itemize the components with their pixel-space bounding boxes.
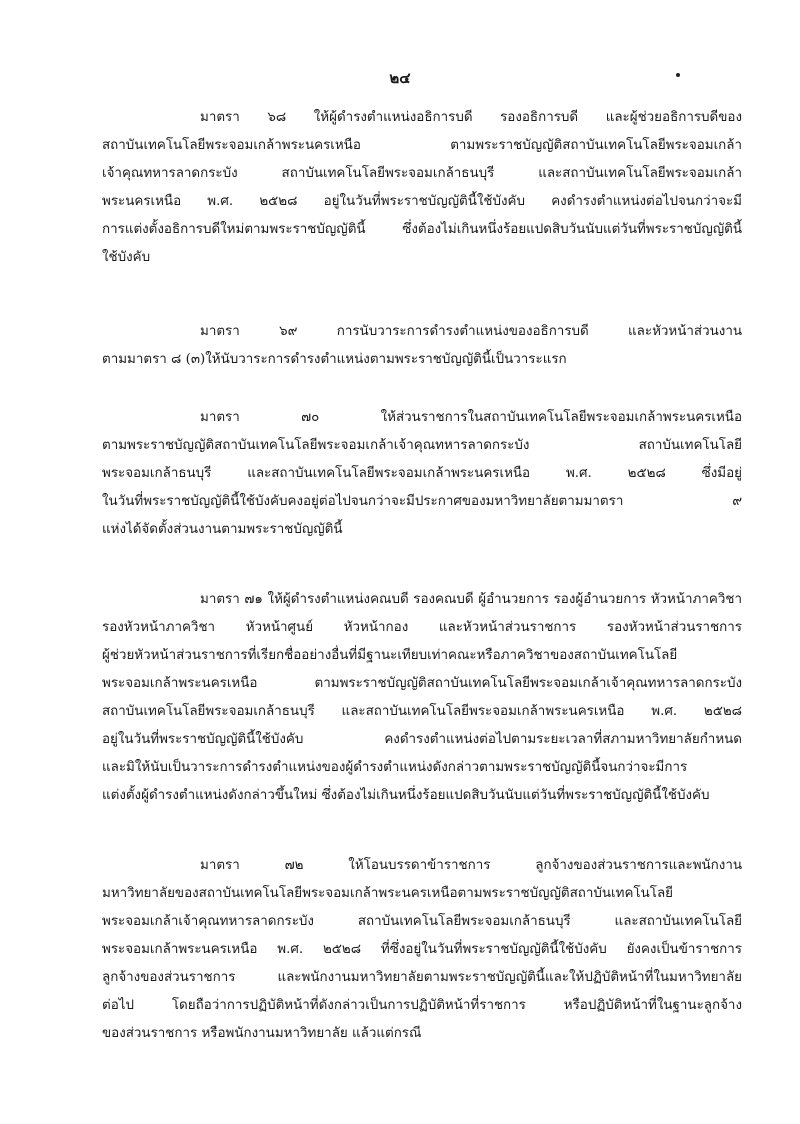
text-line: พระจอมเกล้าธนบุรี และสถาบันเทคโนโลยีพระจอมเกล้าพระนครเหนือ พ.ศ. ๒๕๒๘ ซึ่งมีอยู่ [102,466,742,481]
text-line: แต่งตั้งผู้ดำรงตำแหน่งดังกล่าวขึ้นใหม่ ซึ่งต้องไม่เกินหนึ่งร้อยแปดสิบวันนับแต่วันที่พระราชบัญญัตินี้ใช้บังคับ [102,788,710,803]
text-line: สถาบันเทคโนโลยีพระจอมเกล้าธนบุรี และสถาบันเทคโนโลยีพระจอมเกล้าพระนครเหนือ พ.ศ. ๒๕๒๘ [102,704,742,719]
text-line: มาตรา ๖๘ ให้ผู้ดำรงตำแหน่งอธิการบดี รองอธิการบดี และผู้ช่วยอธิการบดีของ [200,110,742,125]
section-68 [102,104,742,272]
text-line: ใช้บังคับ [102,250,151,265]
text-line: การแต่งตั้งอธิการบดีใหม่ตามพระราชบัญญัตินี้ ซึ่งต้องไม่เกินหนึ่งร้อยแปดสิบวันนับแต่วันที่พระราชบัญญัตินี้ [102,222,742,237]
text-line: ต่อไป โดยถือว่าการปฏิบัติหน้าที่ดังกล่าวเป็นการปฏิบัติหน้าที่ราชการ หรือปฏิบัติหน้าที่ในฐานะลูกจ้าง [102,998,742,1013]
text-line: ตามมาตรา ๘ (๓)ให้นับวาระการดำรงตำแหน่งตามพระราชบัญญัตินี้เป็นวาระแรก [102,352,567,367]
section-70 [102,404,742,544]
text-line: มาตรา ๖๙ การนับวาระการดำรงตำแหน่งของอธิการบดี และหัวหน้าส่วนงาน [200,324,742,339]
text-line: ลูกจ้างของส่วนราชการ และพนักงานมหาวิทยาลัยตามพระราชบัญญัตินี้และให้ปฏิบัติหน้าที่ในมหาวิทยาลัย [102,970,742,985]
page-mark [676,73,680,77]
text-line: ตามพระราชบัญญัติสถาบันเทคโนโลยีพระจอมเกล้าเจ้าคุณทหารลาดกระบัง สถาบันเทคโนโลยี [102,438,742,453]
section-72 [102,852,742,1048]
text-line: อยู่ในวันที่พระราชบัญญัตินี้ใช้บังคับ คงดำรงตำแหน่งต่อไปตามระยะเวลาที่สภามหาวิทยาลัยกำหนด [102,732,742,747]
section-71 [102,586,742,810]
text-line: พระจอมเกล้าพระนครเหนือ ตามพระราชบัญญัติสถาบันเทคโนโลยีพระจอมเกล้าเจ้าคุณทหารลาดกระบัง [102,676,742,691]
text-line: รองหัวหน้าภาควิชา หัวหน้าศูนย์ หัวหน้ากอง และหัวหน้าส่วนราชการ รองหัวหน้าส่วนราชการ [102,620,742,635]
page-number: ๒๔ [389,69,411,87]
text-line: แห่งได้จัดตั้งส่วนงานตามพระราชบัญญัตินี้ [102,522,343,537]
text-line: มาตรา ๗๑ ให้ผู้ดำรงตำแหน่งคณบดี รองคณบดี ผู้อำนวยการ รองผู้อำนวยการ หัวหน้าภาควิชา [200,592,742,607]
text-line: มาตรา ๗๐ ให้ส่วนราชการในสถาบันเทคโนโลยีพระจอมเกล้าพระนครเหนือ [200,410,742,425]
text-line: พระนครเหนือ พ.ศ. ๒๕๒๘ อยู่ในวันที่พระราชบัญญัตินี้ใช้บังคับ คงดำรงตำแหน่งต่อไปจนกว่าจะมี [102,194,742,209]
text-line: มหาวิทยาลัยของสถาบันเทคโนโลยีพระจอมเกล้าพระนครเหนือตามพระราชบัญญัติสถาบันเทคโนโลยี [102,886,673,901]
text-line: ของส่วนราชการ หรือพนักงานมหาวิทยาลัย แล้วแต่กรณี [102,1026,422,1041]
text-line: พระจอมเกล้าพระนครเหนือ พ.ศ. ๒๕๒๘ ที่ซึ่งอยู่ในวันที่พระราชบัญญัตินี้ใช้บังคับ ยังคงเป็นข้าราชการ [102,942,742,957]
text-line: มาตรา ๗๒ ให้โอนบรรดาข้าราชการ ลูกจ้างของส่วนราชการและพนักงาน [200,858,742,873]
text-line: ในวันที่พระราชบัญญัตินี้ใช้บังคับคงอยู่ต่อไปจนกว่าจะมีประกาศของมหาวิทยาลัยตามมาตรา ๙ [102,494,742,509]
section-69 [102,318,742,374]
text-line: และมิให้นับเป็นวาระการดำรงตำแหน่งของผู้ดำรงตำแหน่งดังกล่าวตามพระราชบัญญัตินี้จนกว่าจะมีการ [102,760,688,775]
text-line: พระจอมเกล้าเจ้าคุณทหารลาดกระบัง สถาบันเทคโนโลยีพระจอมเกล้าธนบุรี และสถาบันเทคโนโลยี [102,914,742,929]
text-line: เจ้าคุณทหารลาดกระบัง สถาบันเทคโนโลยีพระจอมเกล้าธนบุรี และสถาบันเทคโนโลยีพระจอมเกล้า [102,166,742,181]
text-line: สถาบันเทคโนโลยีพระจอมเกล้าพระนครเหนือ ตามพระราชบัญญัติสถาบันเทคโนโลยีพระจอมเกล้า [102,138,742,153]
text-line: ผู้ช่วยหัวหน้าส่วนราชการที่เรียกชื่ออย่างอื่นที่มีฐานะเทียบเท่าคณะหรือภาควิชาของสถาบันเทคโนโลยี [102,648,678,663]
